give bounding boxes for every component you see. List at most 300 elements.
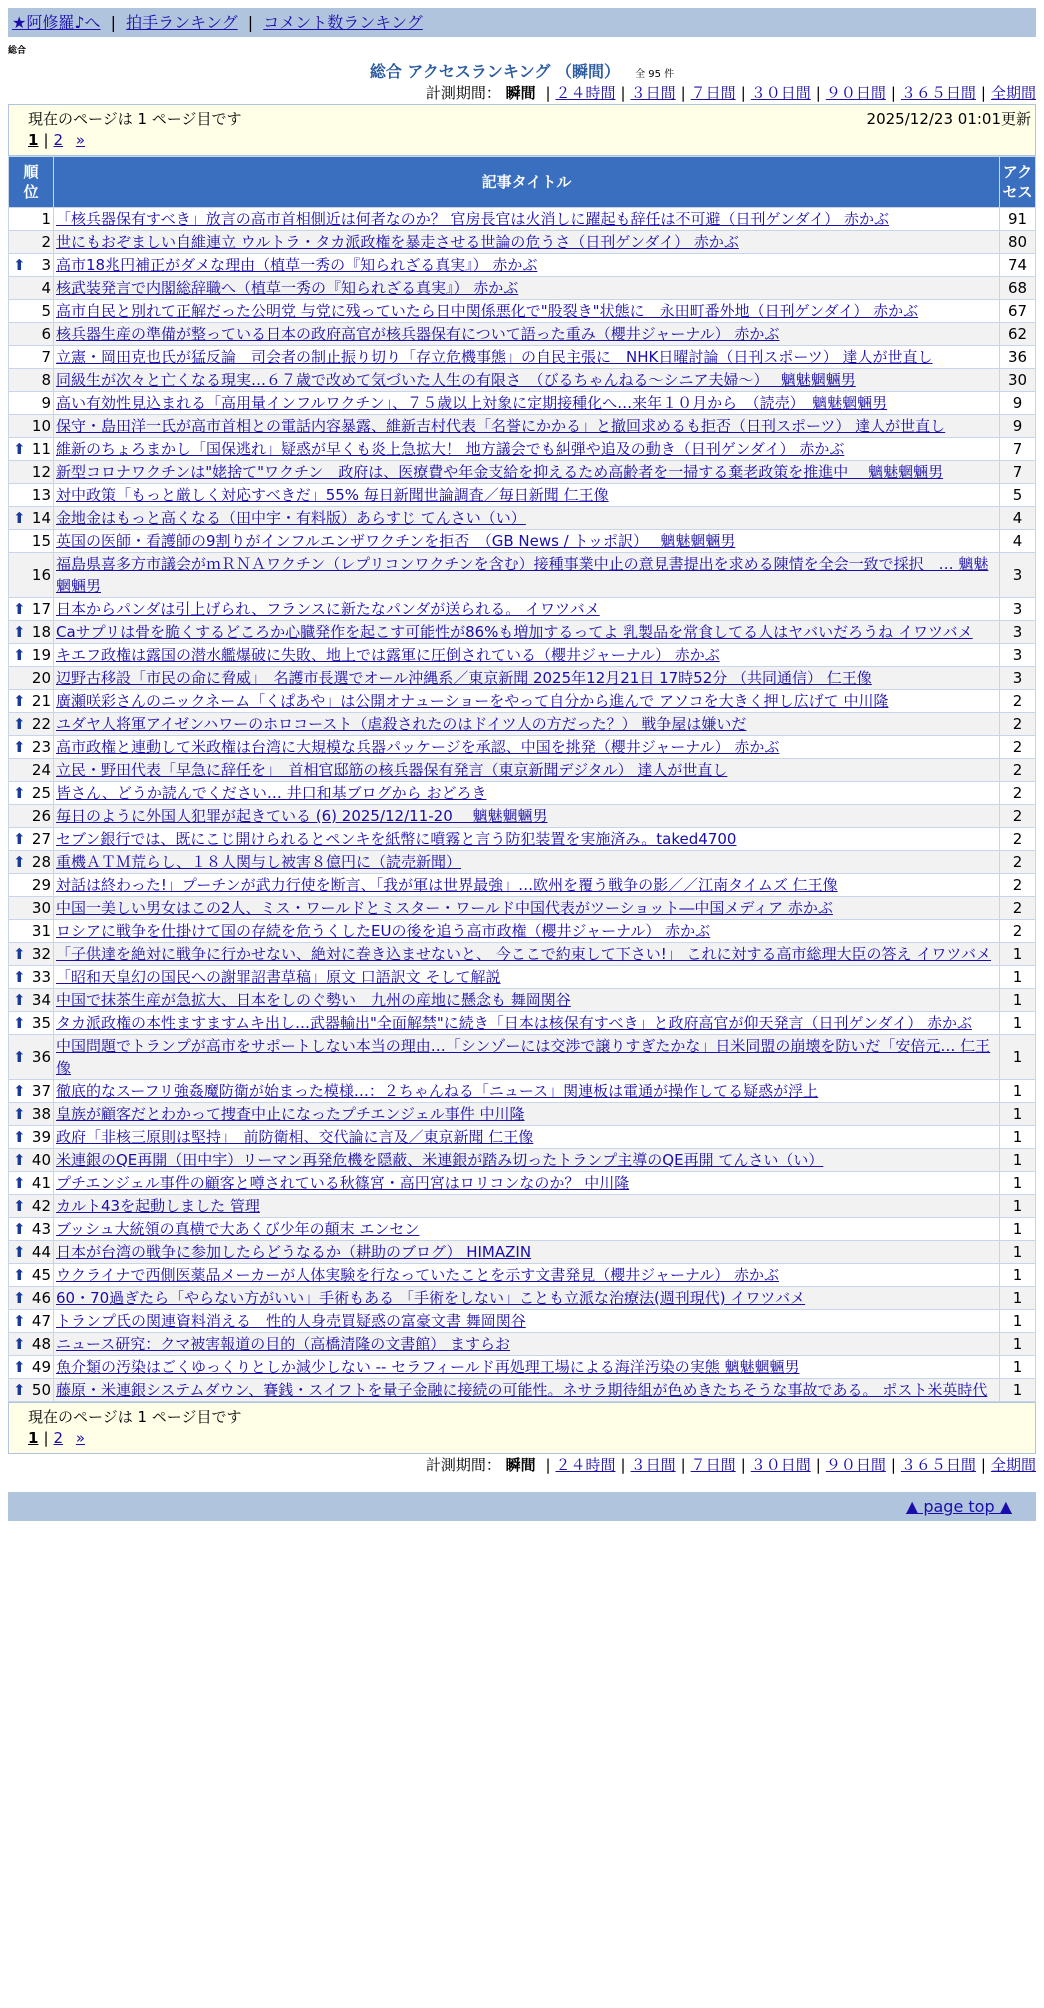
period-link-2[interactable]: ７日間 [690,1456,736,1474]
rank-cell [9,874,54,897]
rank-cell [9,461,54,484]
rank-number: 29 [31,876,51,894]
table-row [9,1287,1036,1310]
period-link-0[interactable]: ２４時間 [555,1456,616,1474]
rank-number: 25 [31,784,51,802]
article-link[interactable]: 皇族が顧客だとわかって捜査中止になったプチエンジェル事件 中川隆 [56,1105,525,1123]
period-separator: | [890,84,896,102]
title-cell [54,530,1000,553]
table-row [9,1264,1036,1287]
period-separator: | [680,1456,686,1474]
comment-ranking-link[interactable]: コメント数ランキング [263,13,423,32]
rank-cell [9,553,54,598]
up-arrow-icon: ⬆ [13,1128,26,1146]
article-link[interactable]: 英国の医師・看護師の9割りがインフルエンザワクチンを拒否 （GB News / トッポ訳） 魑魅魍魎男 [56,532,736,550]
title-cell [54,874,1000,897]
title-cell [54,484,1000,507]
article-link[interactable]: 世にもおぞましい自維連立 ウルトラ・タカ派政権を暴走させる世論の危うさ（日刊ゲンダイ） 赤かぶ [56,233,739,251]
access-count: 7 [1000,461,1036,484]
table-row [9,920,1036,943]
title-cell [54,782,1000,805]
article-link[interactable]: 新型コロナワクチンは"姥捨て"ワクチン 政府は、医療費や年金支給を抑えるため高齢者を一掃する棄老政策を推進中 魑魅魍魎男 [56,463,944,481]
access-count: 1 [1000,943,1036,966]
rank-cell [9,208,54,231]
access-count: 3 [1000,667,1036,690]
table-row [9,231,1036,254]
period-label: 計測期間： [425,1456,501,1474]
article-link[interactable]: 維新のちょろまかし「国保逃れ」疑惑が早くも炎上急拡大！ 地方議会でも糾弾や追及の動き（日刊ゲンダイ） 赤かぶ [56,440,845,458]
article-link[interactable]: 対話は終わった!」プーチンが武力行使を断言、「我が軍は世界最強」…欧州を覆う戦争の影／／江南タイムズ 仁王像 [56,876,838,894]
up-arrow-icon: ⬆ [13,1358,26,1376]
table-row [9,851,1036,874]
rank-cell [9,1195,54,1218]
rank-cell [9,484,54,507]
article-link[interactable]: 高市政権と連動して米政権は台湾に大規模な兵器パッケージを承認、中国を挑発（櫻井ジャーナル） 赤かぶ [56,738,780,756]
article-link[interactable]: ユダヤ人将軍アイゼンハワーのホロコースト（虐殺されたのはドイツ人の方だった？） 戦争屋は嫌いだ [56,715,747,733]
period-selector-top [8,82,1036,104]
period-link-3[interactable]: ３０日間 [750,1456,811,1474]
article-link[interactable]: 高市自民と別れて正解だった公明党 与党に残っていたら日中関係悪化で"股裂き"状態に 永田町番外地（日刊ゲンダイ） 赤かぶ [56,302,919,320]
table-row [9,667,1036,690]
rank-cell [9,507,54,530]
rank-number: 19 [31,646,51,664]
table-row [9,369,1036,392]
rank-number: 30 [31,899,51,917]
rank-number: 48 [31,1335,51,1353]
rank-number: 18 [31,623,51,641]
rank-cell [9,392,54,415]
title-cell [54,897,1000,920]
period-link-5[interactable]: ３６５日間 [900,84,976,102]
article-link[interactable]: ブッシュ大統領の真横で大あくび少年の顛末 エンセン [56,1220,420,1238]
access-count: 2 [1000,782,1036,805]
title-cell [54,736,1000,759]
access-count: 3 [1000,598,1036,621]
table-row [9,805,1036,828]
table-row [9,1149,1036,1172]
title-cell [54,1103,1000,1126]
rank-number: 27 [31,830,51,848]
rank-cell [9,851,54,874]
access-count: 1 [1000,1264,1036,1287]
rank-cell [9,323,54,346]
access-count: 67 [1000,300,1036,323]
rank-cell [9,1241,54,1264]
period-separator: | [620,84,626,102]
access-count: 2 [1000,690,1036,713]
rank-cell [9,1356,54,1379]
ranking-heading [8,62,1036,82]
rank-cell [9,438,54,461]
rank-number: 13 [31,486,51,504]
title-cell [54,667,1000,690]
title-cell [54,392,1000,415]
title-cell [54,461,1000,484]
rank-header: 順 位 [9,157,54,208]
title-cell [54,346,1000,369]
title-cell [54,1264,1000,1287]
rank-number: 45 [31,1266,51,1284]
title-cell [54,1310,1000,1333]
rank-cell [9,989,54,1012]
table-row [9,782,1036,805]
title-cell [54,713,1000,736]
table-row [9,943,1036,966]
rank-number: 14 [31,509,51,527]
article-link[interactable]: 日本からパンダは引上げられ、フランスに新たなパンダが送られる。 イワツバメ [56,600,600,618]
table-row [9,461,1036,484]
up-arrow-icon: ⬆ [13,440,26,458]
period-current: 瞬間 [505,1456,536,1474]
article-link[interactable]: トランプ氏の関連資料消える 性的人身売買疑惑の富豪文書 舞岡関谷 [56,1312,526,1330]
article-link[interactable]: 「子供達を絶対に戦争に行かせない、絶対に巻き込ませないと、 今ここで約束して下さい!」 これに対する高市総理大臣の答え イワツバメ [56,945,992,963]
period-link-3[interactable]: ３０日間 [750,84,811,102]
access-count: 2 [1000,805,1036,828]
access-count: 1 [1000,1012,1036,1035]
up-arrow-icon: ⬆ [13,968,26,986]
rank-cell [9,346,54,369]
rank-number: 33 [31,968,51,986]
home-link[interactable]: ★阿修羅♪へ [12,13,101,32]
article-link[interactable]: セブン銀行では、既にこじ開けられるとペンキを紙幣に噴霧と言う防犯装置を実施済み。taked4700 [56,830,737,848]
rank-cell [9,1310,54,1333]
up-arrow-icon: ⬆ [13,646,26,664]
rank-number: 3 [41,256,51,274]
rank-cell [9,1172,54,1195]
table-row [9,1333,1036,1356]
period-separator: | [890,1456,896,1474]
table-row [9,300,1036,323]
title-cell [54,438,1000,461]
access-count: 1 [1000,1379,1036,1402]
up-arrow-icon: ⬆ [13,1266,26,1284]
nav-separator: | [110,13,117,32]
rank-cell [9,920,54,943]
rank-cell [9,966,54,989]
access-header: アク セス [1000,157,1036,208]
title-cell [54,1241,1000,1264]
table-row [9,874,1036,897]
period-link-1[interactable]: ３日間 [630,84,676,102]
page-2-link[interactable]: 2 [53,1429,64,1447]
table-row [9,1035,1036,1080]
article-link[interactable]: 辺野古移設「市民の命に脅威」 名護市長選でオール沖縄系／東京新聞 2025年12月21日 17時52分 （共同通信） 仁王像 [56,669,872,687]
table-row [9,507,1036,530]
article-link[interactable]: 福島県喜多方市議会がｍＲＮＡワクチン（レプリコンワクチンを含む）接種事業中止の意見書提出を求める陳情を全会一致で採択 … 魑魅魍魎男 [56,555,989,595]
rank-cell [9,1103,54,1126]
up-arrow-icon: ⬆ [13,784,26,802]
rank-cell [9,1333,54,1356]
table-row [9,1310,1036,1333]
footer-bar [8,1492,1036,1521]
table-row [9,1126,1036,1149]
title-cell [54,1172,1000,1195]
rank-number: 34 [31,991,51,1009]
access-count: 2 [1000,851,1036,874]
period-separator: | [815,1456,821,1474]
article-link[interactable]: 保守・島田洋一氏が高市首相との電話内容暴露、維新吉村代表「名誉にかかる」と撤回求めるも拒否（日刊スポーツ） 達人が世直し [56,417,946,435]
section-tag: 総合 [8,46,27,56]
period-link-1[interactable]: ３日間 [630,1456,676,1474]
rank-number: 24 [31,761,51,779]
access-count: 74 [1000,254,1036,277]
period-separator: | [545,84,551,102]
title-cell [54,759,1000,782]
title-cell [54,1333,1000,1356]
article-link[interactable]: 皆さん、どうか読んでください… 井口和基ブログから おどろき [56,784,487,802]
access-count: 1 [1000,1333,1036,1356]
page-links: 1 | 2 » [28,1429,86,1447]
rank-cell [9,231,54,254]
article-link[interactable]: 中国一美しい男女はこの2人、ミス・ワールドとミスター・ワールド中国代表がツーショット―中国メディア 赤かぶ [56,899,833,917]
rank-number: 12 [31,463,51,481]
access-count: 9 [1000,392,1036,415]
rank-cell [9,1287,54,1310]
page-2-link[interactable]: 2 [53,131,64,149]
rank-number: 4 [41,279,51,297]
access-count: 2 [1000,759,1036,782]
table-row [9,736,1036,759]
table-row [9,828,1036,851]
rank-cell [9,736,54,759]
table-row [9,277,1036,300]
rank-number: 31 [31,922,51,940]
rank-cell [9,759,54,782]
table-row [9,1356,1036,1379]
article-link[interactable]: 藤原・米連銀システムダウン、賽銭・スイフトを量子金融に接続の可能性。ネサラ期待組が色めきたちそうな事故である。 ポスト米英時代 [56,1381,988,1399]
up-arrow-icon: ⬆ [13,715,26,733]
rank-cell [9,1012,54,1035]
ranking-table [8,156,1036,1402]
article-link[interactable]: 徹底的なスーフリ強姦魔防衛が始まった模様…：２ちゃんねる「ニュース」関連板は電通が操作してる疑惑が浮上 [56,1082,819,1100]
title-cell [54,1218,1000,1241]
article-link[interactable]: 中国問題でトランプが高市をサポートしない本当の理由…「シンゾーには交渉で譲りすぎたかな」日米同盟の崩壊を防いだ「安倍元… 仁王像 [56,1037,991,1077]
nav-separator: | [247,13,254,32]
table-row [9,690,1036,713]
up-arrow-icon: ⬆ [13,738,26,756]
access-count: 3 [1000,621,1036,644]
article-link[interactable]: 立民・野田代表「早急に辞任を」 首相官邸筋の核兵器保有発言（東京新聞デジタル） 達人が世直し [56,761,728,779]
table-row [9,621,1036,644]
title-cell [54,621,1000,644]
rank-number: 15 [31,532,51,550]
title-cell [54,507,1000,530]
table-row [9,644,1036,667]
access-count: 1 [1000,966,1036,989]
rank-number: 38 [31,1105,51,1123]
title-cell [54,805,1000,828]
rank-number: 8 [41,371,51,389]
period-link-6[interactable]: 全期間 [990,1456,1036,1474]
article-link[interactable]: 廣瀬咲彩さんのニックネーム「くぱあや」は公開オナューショーをやって自分から進んで アソコを大きく押し広げて 中川隆 [56,692,889,710]
table-row [9,530,1036,553]
rank-cell [9,1379,54,1402]
title-cell [54,277,1000,300]
rank-number: 37 [31,1082,51,1100]
rank-cell [9,1126,54,1149]
article-link[interactable]: 60・70過ぎたら「やらない方がいい」手術もある 「手術をしない」ことも立派な治療法(週刊現代) イワツバメ [56,1289,806,1307]
article-link[interactable]: 政府「非核三原則は堅持」 前防衛相、交代論に言及／東京新聞 仁王像 [56,1128,534,1146]
title-cell [54,690,1000,713]
table-row [9,415,1036,438]
page-top-link[interactable]: ▲ page top ▲ [905,1497,1012,1516]
rank-cell [9,897,54,920]
period-link-2[interactable]: ７日間 [690,84,736,102]
next-page-link[interactable]: » [75,131,86,149]
article-link[interactable]: カルト43を起動しました 管理 [56,1197,260,1215]
article-link[interactable]: 日本が台湾の戦争に参加したらどうなるか（耕助のブログ） HIMAZIN [56,1243,532,1261]
rank-number: 50 [31,1381,51,1399]
article-link[interactable]: 同級生が次々と亡くなる現実…６７歳で改めて気づいた人生の有限さ （びるちゃんねる～シニア夫婦～） 魑魅魍魎男 [56,371,856,389]
period-separator: | [740,84,746,102]
table-row [9,1218,1036,1241]
up-arrow-icon: ⬆ [13,1289,26,1307]
article-link[interactable]: 金地金はもっと高くなる（田中宇・有料版）あらすじ てんさい（い） [56,509,526,527]
access-count: 1 [1000,1195,1036,1218]
title-cell [54,828,1000,851]
access-count: 1 [1000,1126,1036,1149]
title-cell [54,920,1000,943]
article-link[interactable]: 高い有効性見込まれる「高用量インフルワクチン」、７５歳以上対象に定期接種化へ…来年１０月から （読売） 魑魅魍魎男 [56,394,888,412]
rank-number: 41 [31,1174,51,1192]
access-count: 91 [1000,208,1036,231]
access-count: 1 [1000,1035,1036,1080]
table-row [9,1195,1036,1218]
rank-cell [9,828,54,851]
period-link-4[interactable]: ９０日間 [825,1456,886,1474]
access-count: 2 [1000,736,1036,759]
period-separator: | [980,1456,986,1474]
rank-cell [9,530,54,553]
article-link[interactable]: Caサプリは骨を脆くするどころか心臓発作を起こす可能性が86%も増加するってよ 乳製品を常食してる人はヤバいだろうね イワツバメ [56,623,973,641]
title-cell [54,415,1000,438]
article-link[interactable]: 魚介類の汚染はごくゆっくりとしか減少しない -- セラフィールド再処理工場による海洋汚染の実態 魑魅魍魎男 [56,1358,800,1376]
rank-cell [9,1218,54,1241]
table-row [9,598,1036,621]
rank-cell [9,277,54,300]
article-link[interactable]: 中国で抹茶生産が急拡大、日本をしのぐ勢い 九州の産地に懸念も 舞岡関谷 [56,991,571,1009]
pager-top [8,104,1036,156]
article-link[interactable]: タカ派政権の本性ますますムキ出し…武器輸出"全面解禁"に続き「日本は核保有すべき」と政府高官が仰天発言（日刊ゲンダイ） 赤かぶ [56,1014,973,1032]
rank-cell [9,254,54,277]
article-link[interactable]: 米連銀のQE再開（田中宇）リーマン再発危機を隠蔽、米連銀が踏み切ったトランプ主導のQE再開 てんさい（い） [56,1151,824,1169]
up-arrow-icon: ⬆ [13,1197,26,1215]
rank-cell [9,369,54,392]
rank-cell [9,1149,54,1172]
title-cell [54,598,1000,621]
rank-number: 20 [31,669,51,687]
title-cell [54,943,1000,966]
title-cell [54,1356,1000,1379]
access-count: 36 [1000,346,1036,369]
access-count: 2 [1000,874,1036,897]
page-links: 1 | 2 » [28,131,86,149]
total-count: 全 95 件 [635,69,675,80]
next-page-link[interactable]: » [75,1429,86,1447]
article-link[interactable]: ロシアに戦争を仕掛けて国の存続を危うくしたEUの後を追う高市政権（櫻井ジャーナル） 赤かぶ [56,922,711,940]
article-link[interactable]: ニュース研究：クマ被害報道の目的（高橋清隆の文書館） ますらお [56,1335,511,1353]
article-link[interactable]: 高市18兆円補正がダメな理由（植草一秀の『知られざる真実』） 赤かぶ [56,256,538,274]
table-row [9,1379,1036,1402]
table-row [9,484,1036,507]
title-cell [54,1126,1000,1149]
rank-number: 9 [41,394,51,412]
period-current: 瞬間 [505,84,536,102]
period-link-4[interactable]: ９０日間 [825,84,886,102]
up-arrow-icon: ⬆ [13,600,26,618]
period-link-6[interactable]: 全期間 [990,84,1036,102]
access-count: 4 [1000,530,1036,553]
up-arrow-icon: ⬆ [13,1048,26,1066]
table-row [9,1241,1036,1264]
rank-number: 40 [31,1151,51,1169]
current-page-text: 現在のページは 1 ページ目です [28,110,242,128]
title-cell [54,851,1000,874]
rank-number: 43 [31,1220,51,1238]
article-link[interactable]: ウクライナで西側医薬品メーカーが人体実験を行なっていたことを示す文書発見（櫻井ジャーナル） 赤かぶ [56,1266,779,1284]
rank-cell [9,644,54,667]
article-link[interactable]: 核武装発言で内閣総辞職へ（植草一秀の『知られざる真実』） 赤かぶ [56,279,519,297]
up-arrow-icon: ⬆ [13,853,26,871]
rank-cell [9,300,54,323]
clap-ranking-link[interactable]: 拍手ランキング [126,13,238,32]
rank-cell [9,1264,54,1287]
access-count: 1 [1000,1172,1036,1195]
period-link-5[interactable]: ３６５日間 [900,1456,976,1474]
up-arrow-icon: ⬆ [13,1014,26,1032]
rank-cell [9,690,54,713]
access-count: 2 [1000,920,1036,943]
title-cell [54,300,1000,323]
up-arrow-icon: ⬆ [13,1381,26,1399]
article-link[interactable]: キエフ政権は露国の潜水艦爆破に失敗、地上では露軍に圧倒されている（櫻井ジャーナル） 赤かぶ [56,646,720,664]
title-cell [54,553,1000,598]
article-link[interactable]: 対中政策「もっと厳しく対応すべきだ」55% 毎日新聞世論調査／毎日新聞 仁王像 [56,486,609,504]
rank-number: 5 [41,302,51,320]
article-link[interactable]: プチエンジェル事件の顧客と噂されている秋篠宮・高円宮はロリコンなのか？ 中川隆 [56,1174,630,1192]
article-link[interactable]: 核兵器生産の準備が整っている日本の政府高官が核兵器保有について語った重み（櫻井ジャーナル） 赤かぶ [56,325,780,343]
title-cell [54,1035,1000,1080]
article-link[interactable]: 重機ＡＴＭ荒らし、１８人関与し被害８億円に（読売新聞） [56,853,462,871]
up-arrow-icon: ⬆ [13,830,26,848]
rank-cell [9,805,54,828]
rank-number: 22 [31,715,51,733]
table-row [9,254,1036,277]
table-row [9,897,1036,920]
page-current: 1 [28,131,39,149]
up-arrow-icon: ⬆ [13,1082,26,1100]
table-row [9,1080,1036,1103]
up-arrow-icon: ⬆ [13,692,26,710]
rank-number: 23 [31,738,51,756]
rank-number: 16 [31,566,51,584]
article-link[interactable]: 「核兵器保有すべき」放言の高市首相側近は何者なのか？ 官房長官は火消しに躍起も辞任は不可避（日刊ゲンダイ） 赤かぶ [56,210,890,228]
access-count: 7 [1000,438,1036,461]
period-link-0[interactable]: ２４時間 [555,84,616,102]
access-count: 1 [1000,1080,1036,1103]
article-link[interactable]: 毎日のように外国人犯罪が起きている (6) 2025/12/11-20 魑魅魍魎男 [56,807,548,825]
article-link[interactable]: 立憲・岡田克也氏が猛反論 司会者の制止振り切り「存立危機事態」の自民主張に NHK日曜討論（日刊スポーツ） 達人が世直し [56,348,933,366]
rank-cell [9,667,54,690]
table-row [9,1012,1036,1035]
top-nav-bar [8,8,1036,37]
access-count: 3 [1000,644,1036,667]
rank-cell [9,713,54,736]
rank-number: 28 [31,853,51,871]
up-arrow-icon: ⬆ [13,1174,26,1192]
access-count: 1 [1000,1356,1036,1379]
article-link[interactable]: 「昭和天皇幻の国民への謝罪詔書草稿」原文 口語訳文 そして解説 [56,968,501,986]
